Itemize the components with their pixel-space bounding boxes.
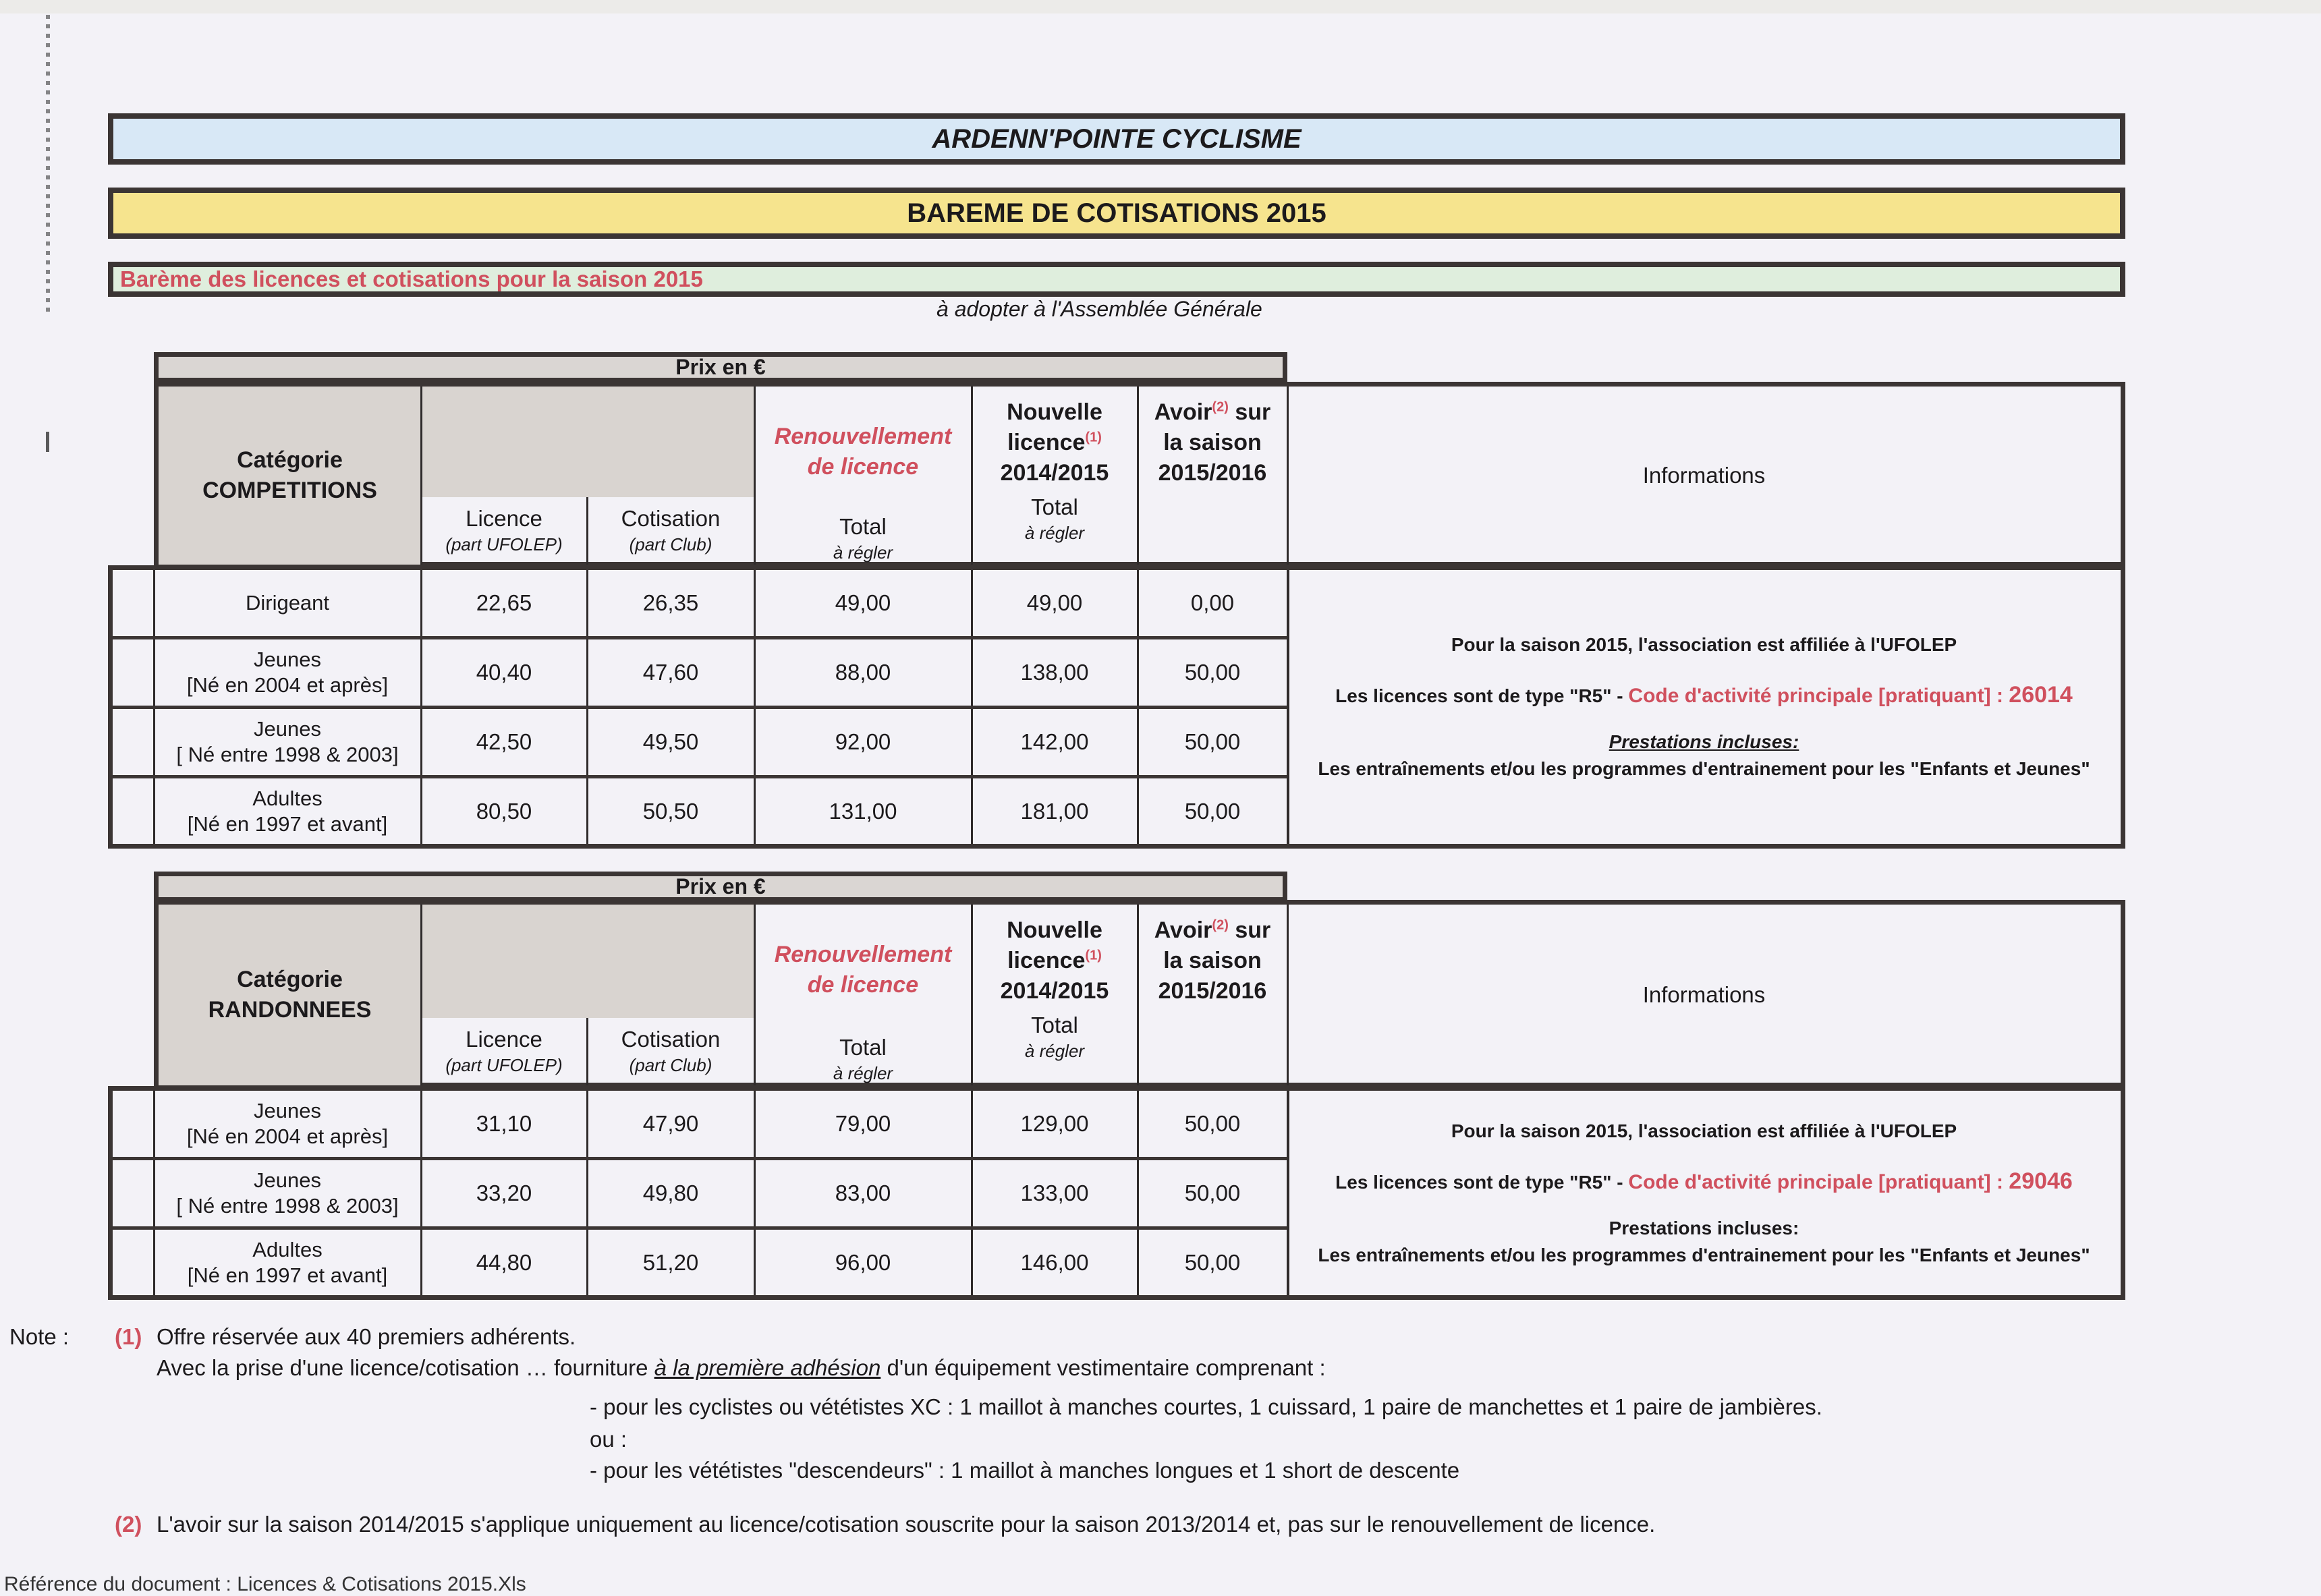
scan-margin-mark [46, 15, 50, 312]
footnote-1-ref: (1) [1085, 430, 1102, 445]
section-title: Barème des licences et cotisations pour la saison 2015 [120, 266, 703, 291]
cell-cotisation: 50,50 [642, 798, 699, 824]
column-divider [420, 905, 422, 1085]
note-1-or: ou : [590, 1427, 627, 1452]
category-label: Catégorie [237, 967, 343, 992]
cell-cotisation: 49,50 [642, 729, 699, 754]
club-name: ARDENN'POINTE CYCLISME [932, 123, 1302, 154]
nouvelle-licence-word: licence [1007, 430, 1086, 455]
cell-cotisation: 47,60 [642, 659, 699, 685]
category-header [159, 905, 421, 1085]
activity-code-label: Code d'activité principale [pratiquant] : [1628, 685, 2009, 707]
category-header [159, 387, 421, 565]
cell-nouvelle: 49,00 [1026, 590, 1083, 615]
cell-avoir: 50,00 [1184, 659, 1241, 685]
cell-avoir: 50,00 [1184, 798, 1241, 824]
cotisation-label: Cotisation [621, 506, 721, 531]
licence-type-line [1335, 1168, 2073, 1196]
nouvelle-title: Nouvelle [1007, 917, 1102, 943]
cotisation-sublabel: (part Club) [629, 1055, 712, 1075]
note-1-item-xc: - pour les cyclistes ou vététistes XC : 1 maillot à manches courtes, 1 cuissard, 1 paire de manchettes et 1 paire de jambières. [590, 1394, 1822, 1419]
nouvelle-total-label: Total [1031, 1013, 1078, 1037]
category-label: Catégorie [237, 447, 343, 473]
column-divider [754, 387, 756, 565]
row-sublabel: [ Né entre 1998 & 2003] [176, 742, 399, 766]
cell-renouvellement: 83,00 [835, 1180, 891, 1205]
cell-renouvellement: 131,00 [829, 798, 897, 824]
licence-sublabel: (part UFOLEP) [445, 534, 563, 554]
cell-licence: 40,40 [476, 659, 532, 685]
cell-renouvellement: 79,00 [835, 1110, 891, 1136]
row-category [154, 1160, 421, 1226]
avoir-word: Avoir [1154, 399, 1212, 425]
document-title-banner [108, 188, 2125, 239]
document-title: BAREME DE COTISATIONS 2015 [907, 198, 1326, 228]
price-breakdown-header [421, 387, 754, 497]
price-header: Prix en € [154, 872, 1287, 901]
note-2-text: L'avoir sur la saison 2014/2015 s'applique uniquement au licence/cotisation souscrite pour la saison 2013/2014 et, pas sur le renouvellement de licence. [157, 1512, 1656, 1537]
nouvelle-title: Nouvelle [1007, 399, 1102, 425]
activity-code: 26014 [2009, 682, 2073, 708]
cell-avoir: 50,00 [1184, 1249, 1241, 1275]
nouvelle-title-2 [1007, 428, 1102, 458]
note-1-item-descendeurs: - pour les vététistes "descendeurs" : 1 maillot à manches longues et 1 short de descente [590, 1458, 1460, 1483]
row-category [154, 1229, 421, 1296]
row-label: Jeunes [254, 716, 321, 741]
row-label: Dirigeant [245, 590, 330, 615]
column-divider [1137, 387, 1139, 565]
column-divider [586, 1018, 588, 1085]
footnote-2-ref: (2) [1212, 917, 1229, 933]
cell-renouvellement: 49,00 [835, 590, 891, 615]
nouvelle-licence-header [972, 905, 1138, 1085]
nouvelle-licence-word: licence [1007, 948, 1086, 973]
cell-nouvelle: 133,00 [1020, 1180, 1089, 1205]
cell-avoir: 50,00 [1184, 729, 1241, 754]
cell-renouvellement: 88,00 [835, 659, 891, 685]
category-name: RANDONNEES [208, 997, 372, 1023]
licence-sublabel: (part UFOLEP) [445, 1055, 563, 1075]
cell-nouvelle: 138,00 [1020, 659, 1089, 685]
price-breakdown-header [421, 905, 754, 1018]
nouvelle-total-sublabel: à régler [1024, 1041, 1085, 1061]
footnote-1-ref: (1) [1085, 948, 1102, 963]
column-divider [1287, 387, 1289, 565]
cell-nouvelle: 181,00 [1020, 798, 1089, 824]
informations-panel [1287, 570, 2121, 844]
licence-header [421, 497, 587, 565]
nouvelle-season: 2014/2015 [1000, 460, 1109, 486]
cotisation-sublabel: (part Club) [629, 534, 712, 554]
cell-cotisation: 47,90 [642, 1110, 699, 1136]
cotisation-label: Cotisation [621, 1027, 721, 1052]
prestations-text: Les entraînements et/ou les programmes d'entrainement pour les "Enfants et Jeunes" [1318, 1244, 2090, 1265]
scan-top-edge [0, 0, 2321, 13]
licence-label: Licence [466, 506, 542, 531]
row-sublabel: [Né en 1997 et avant] [187, 811, 388, 836]
row-category [154, 639, 421, 706]
affiliation-text: Pour la saison 2015, l'association est affiliée à l'UFOLEP [1451, 634, 1957, 655]
row-label: Adultes [252, 1237, 323, 1261]
row-label: Adultes [252, 786, 323, 810]
avoir-title [1154, 915, 1270, 946]
column-divider [1287, 905, 1289, 1085]
cotisation-header [587, 1018, 754, 1085]
cell-avoir: 50,00 [1184, 1180, 1241, 1205]
note-1-line2-end: d'un équipement vestimentaire comprenant : [880, 1355, 1326, 1380]
avoir-header [1138, 905, 1287, 1085]
prestations-title: Prestations incluses: [1609, 731, 1799, 752]
cell-nouvelle: 129,00 [1020, 1110, 1089, 1136]
licence-label: Licence [466, 1027, 542, 1052]
row-sublabel: [Né en 1997 et avant] [187, 1263, 388, 1287]
column-divider [754, 905, 756, 1085]
footnote-2-ref: (2) [1212, 399, 1229, 415]
row-sublabel: [Né en 2004 et après] [186, 673, 389, 697]
row-label: Jeunes [254, 1098, 321, 1122]
avoir-header [1138, 387, 1287, 565]
cell-licence: 42,50 [476, 729, 532, 754]
document-reference: Référence du document : Licences & Cotisations 2015.Xls [4, 1573, 526, 1595]
note-1-line2-start: Avec la prise d'une licence/cotisation … fourniture [157, 1355, 654, 1380]
avoir-sur: sur [1228, 399, 1271, 425]
avoir-season: 2015/2016 [1158, 460, 1267, 486]
licence-type-text: Les licences sont de type "R5" - [1335, 1171, 1629, 1193]
cell-licence: 80,50 [476, 798, 532, 824]
row-category [154, 708, 421, 775]
cell-licence: 44,80 [476, 1249, 532, 1275]
activity-code: 29046 [2009, 1168, 2073, 1194]
cell-cotisation: 26,35 [642, 590, 699, 615]
licence-type-text: Les licences sont de type "R5" - [1335, 685, 1629, 706]
column-divider [971, 387, 973, 565]
row-sublabel: [ Né entre 1998 & 2003] [176, 1193, 399, 1218]
cell-renouvellement: 92,00 [835, 729, 891, 754]
nouvelle-season: 2014/2015 [1000, 978, 1109, 1004]
renouvellement-title: Renouvellement [774, 942, 952, 967]
row-category [154, 778, 421, 845]
avoir-title [1154, 397, 1270, 428]
renouvellement-total-label: Total [839, 514, 887, 539]
column-divider [1137, 905, 1139, 1085]
affiliation-text: Pour la saison 2015, l'association est affiliée à l'UFOLEP [1451, 1120, 1957, 1141]
row-label: Jeunes [254, 647, 321, 671]
renouvellement-total-sublabel: à régler [833, 542, 893, 563]
cell-cotisation: 49,80 [642, 1180, 699, 1205]
cell-renouvellement: 96,00 [835, 1249, 891, 1275]
note-1-emphasis: à la première adhésion [654, 1355, 881, 1380]
note-1-line2 [157, 1355, 1326, 1381]
nouvelle-licence-header [972, 387, 1138, 565]
cell-nouvelle: 142,00 [1020, 729, 1089, 754]
avoir-title-2: la saison [1163, 948, 1262, 973]
prestations-title: Prestations incluses: [1609, 1217, 1799, 1238]
note-1-marker: (1) [115, 1324, 142, 1349]
scan-margin-mark [46, 432, 49, 452]
row-label: Jeunes [254, 1168, 321, 1192]
prestations-text: Les entraînements et/ou les programmes d'entrainement pour les "Enfants et Jeunes" [1318, 758, 2090, 779]
renouvellement-header [754, 905, 972, 1085]
avoir-sur: sur [1228, 917, 1271, 943]
adoption-note: à adopter à l'Assemblée Générale [936, 297, 1262, 321]
nouvelle-total-label: Total [1031, 494, 1078, 519]
avoir-title-2: la saison [1163, 430, 1262, 455]
renouvellement-title: Renouvellement [774, 424, 952, 449]
note-1-line1: Offre réservée aux 40 premiers adhérents. [157, 1324, 576, 1349]
price-header: Prix en € [154, 352, 1287, 382]
row-sublabel: [Né en 2004 et après] [186, 1124, 389, 1148]
column-divider [420, 387, 422, 565]
nouvelle-total-sublabel: à régler [1024, 523, 1085, 543]
cell-avoir: 0,00 [1190, 590, 1235, 615]
note-2-marker: (2) [115, 1512, 142, 1537]
informations-header: Informations [1642, 463, 1766, 488]
cell-cotisation: 51,20 [642, 1249, 699, 1275]
licence-header [421, 1018, 587, 1085]
nouvelle-title-2 [1007, 946, 1102, 976]
renouvellement-title-2: de licence [807, 972, 919, 998]
licence-type-line [1335, 681, 2073, 710]
club-name-banner [108, 113, 2125, 165]
avoir-season: 2015/2016 [1158, 978, 1267, 1004]
cell-avoir: 50,00 [1184, 1110, 1241, 1136]
renouvellement-total-sublabel: à régler [833, 1063, 893, 1083]
column-divider [971, 905, 973, 1085]
informations-panel [1287, 1091, 2121, 1295]
cell-licence: 22,65 [476, 590, 532, 615]
cell-licence: 31,10 [476, 1110, 532, 1136]
column-divider [586, 497, 588, 565]
renouvellement-header [754, 387, 972, 565]
cell-nouvelle: 146,00 [1020, 1249, 1089, 1275]
category-name: COMPETITIONS [202, 478, 377, 503]
cell-licence: 33,20 [476, 1180, 532, 1205]
notes-label: Note : [9, 1324, 69, 1349]
cotisation-header [587, 497, 754, 565]
informations-header: Informations [1642, 982, 1766, 1007]
row-category [154, 569, 421, 636]
renouvellement-total-label: Total [839, 1035, 887, 1060]
activity-code-label: Code d'activité principale [pratiquant] : [1628, 1170, 2009, 1193]
section-title-banner [108, 262, 2125, 297]
renouvellement-title-2: de licence [807, 454, 919, 480]
avoir-word: Avoir [1154, 917, 1212, 943]
row-category [154, 1090, 421, 1157]
